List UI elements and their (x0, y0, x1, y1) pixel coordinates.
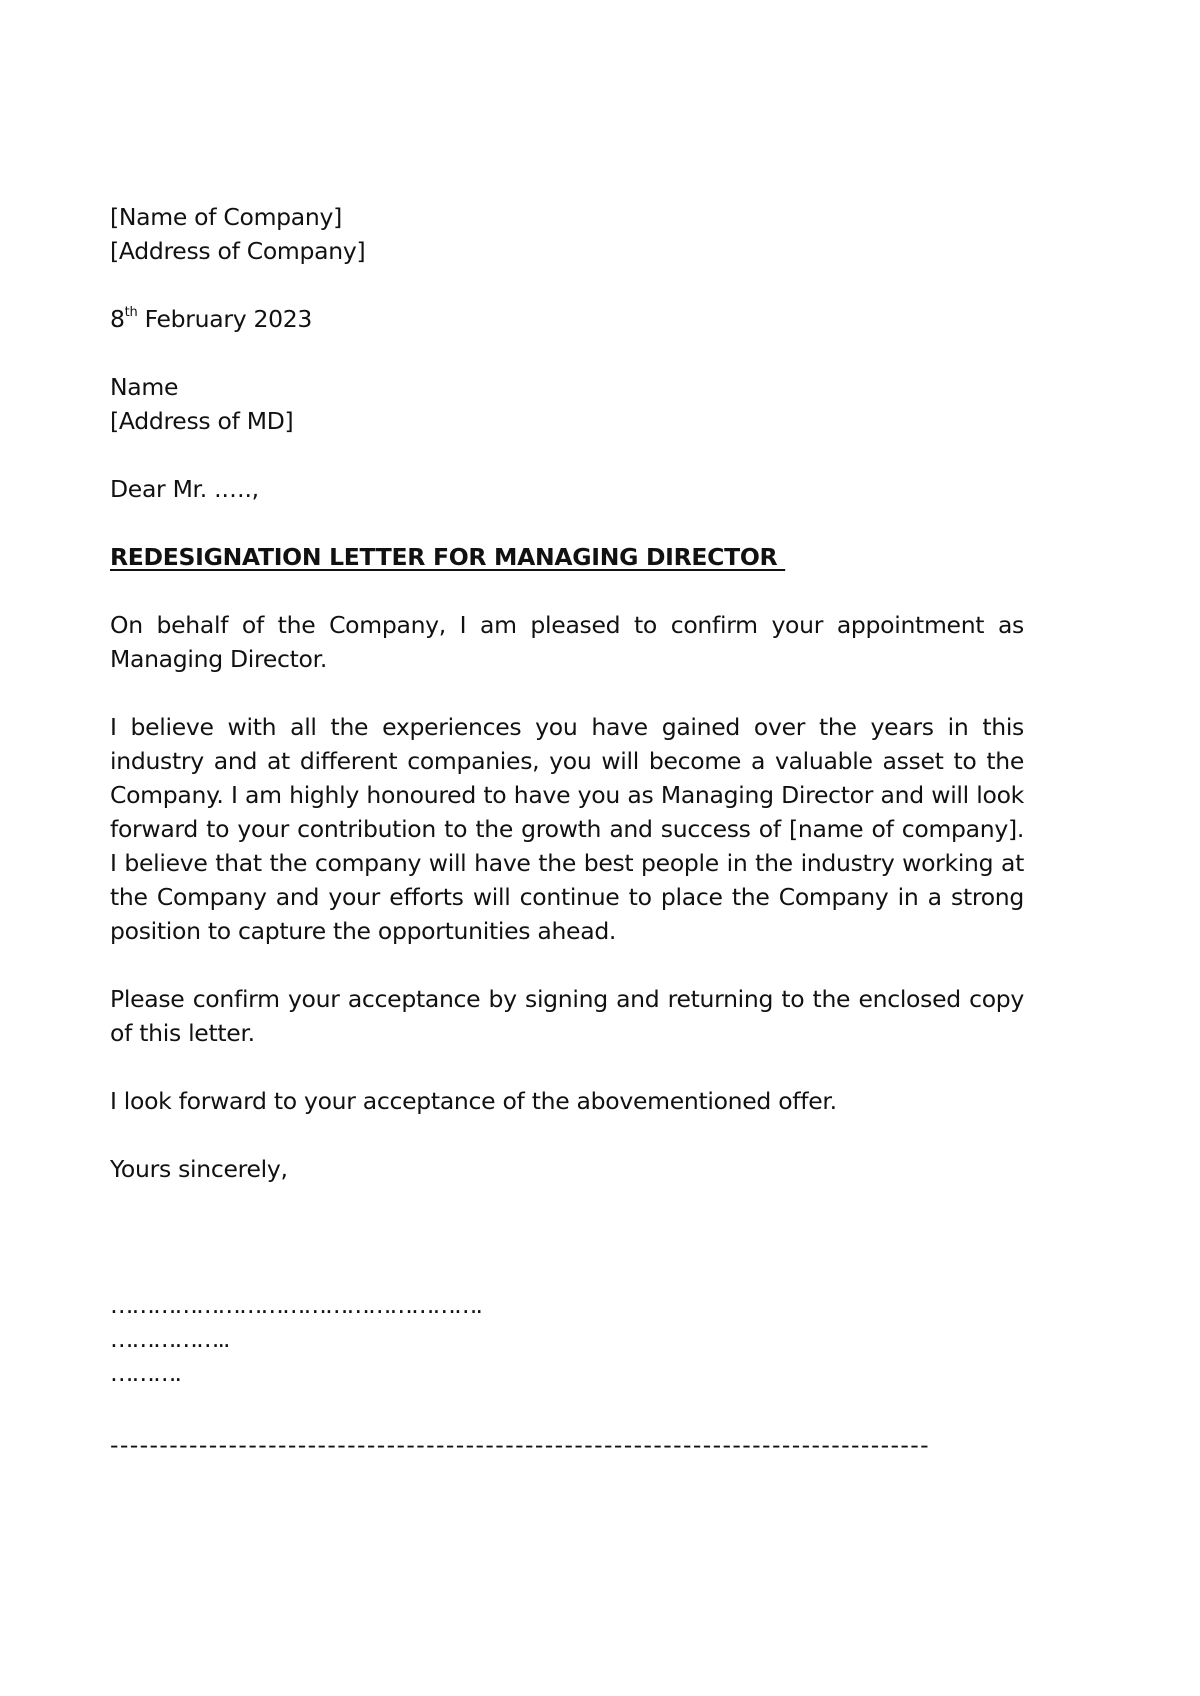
company-name: [Name of Company] (110, 203, 342, 231)
paragraph-acceptance: I look forward to your acceptance of the abovementioned offer. (110, 1087, 837, 1115)
signatory-name-line: …………….. (110, 1325, 229, 1353)
date-rest: February 2023 (137, 305, 313, 333)
salutation: Dear Mr. .…., (110, 475, 259, 503)
recipient-address: [Address of MD] (110, 407, 294, 435)
subject-heading: REDESIGNATION LETTER FOR MANAGING DIRECTOR (110, 543, 786, 571)
paragraph-appointment: On behalf of the Company, I am pleased to confirm your appointment as Managing Director. (110, 611, 1024, 673)
letter-date (110, 302, 1024, 336)
separator-rule: ----------------------------------------------------------------------------------- (110, 1431, 931, 1459)
paragraph-confirm: Please confirm your acceptance by signing and returning to the enclosed copy of this letter. (110, 985, 1024, 1047)
letter-body (110, 200, 1024, 1462)
paragraph-experience: I believe with all the experiences you have gained over the years in this industry and at different companies, you will become a valuable asset to the Company. I am highly honoured to have you as Managing Director and will look forward to your contribution to the growth and success of [name of company]. I believe that the company will have the best people in the industry working at the Company and your efforts will continue to place the Company in a strong position to capture the opportunities ahead. (110, 713, 1024, 945)
signatory-title-line: ………. (110, 1359, 180, 1387)
company-address: [Address of Company] (110, 237, 366, 265)
closing: Yours sincerely, (110, 1155, 288, 1183)
recipient-name: Name (110, 373, 179, 401)
date-ordinal: th (124, 305, 138, 321)
date-day: 8 (110, 305, 125, 333)
signature-line: ……………………………………………. (110, 1291, 481, 1319)
